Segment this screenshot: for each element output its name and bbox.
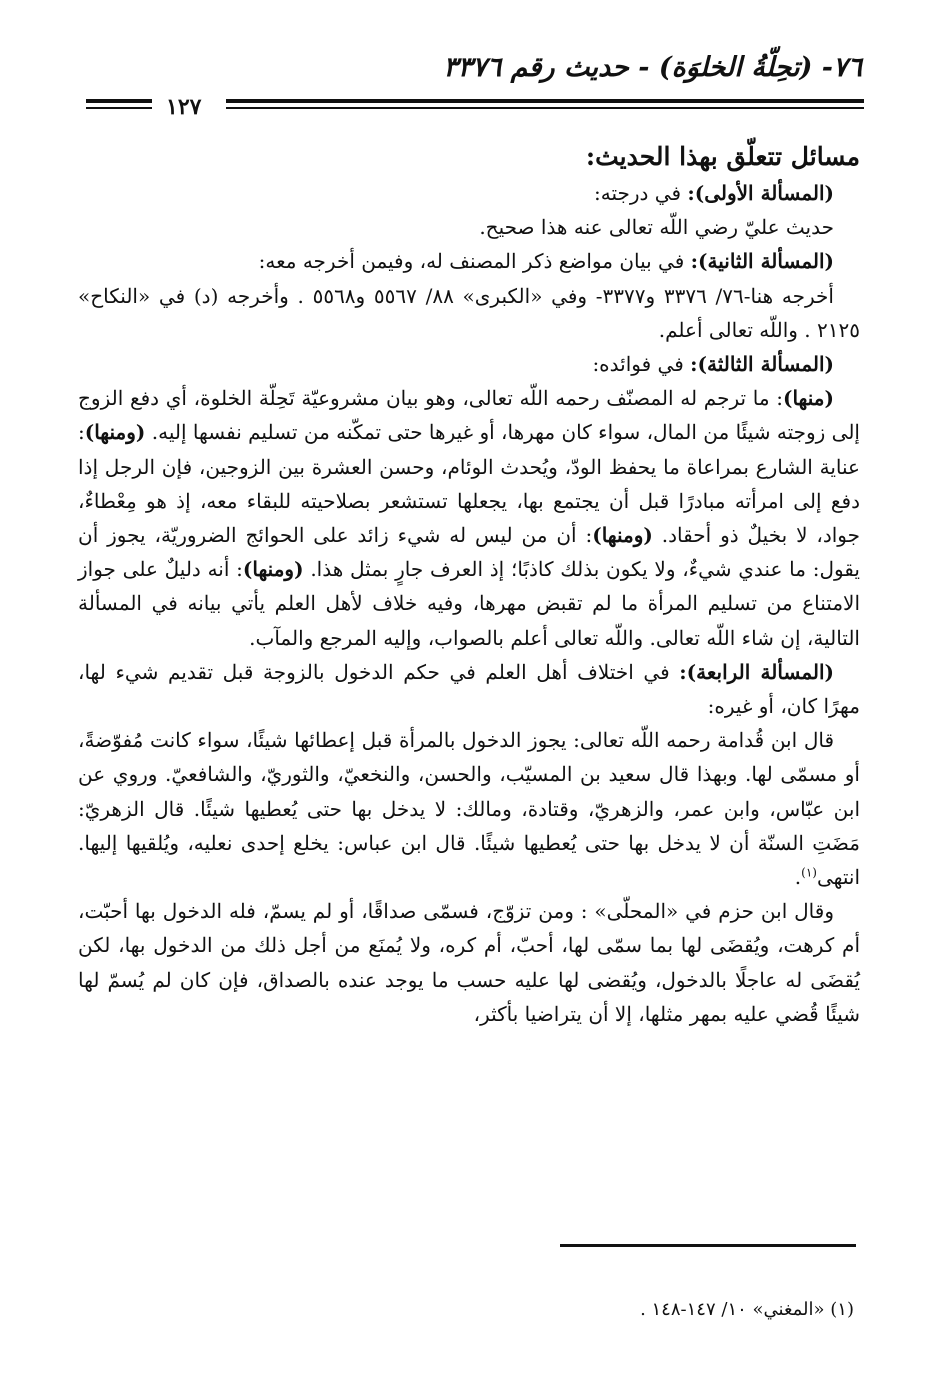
benefit-two-text: : عناية الشارع بمراعاة ما يحفظ الودّ، ويُحدث الوئام، وحسن العشرة بين الزوجين، فإن الرجل إذا دفع إلى امرأته مبادرًا قبل أن يجتمع بها، يجعلها تستشعر بصلاحيته للبقاء معه، إذ هو مِعْطاءٌ، جواد، لا بخيلٌ ذو أحقاد. bbox=[78, 420, 860, 548]
issue-one-label: (المسألة الأولى): bbox=[687, 181, 834, 205]
issue-three-intro: في فوائده: bbox=[592, 352, 691, 377]
benefit-three-text: : أن من ليس له شيء زائد على الحوائج الضروريّة، يجوز أن يقول: ما عندي شيءٌ، ولا يكون بذلك كاذبًا؛ إذ العرف جارٍ بمثل هذا. bbox=[78, 523, 860, 582]
header-rule-left-thin bbox=[86, 107, 152, 109]
benefit-one-label: (منها) bbox=[783, 386, 834, 411]
running-header-title: ٧٦- (تحِلّةُ الخلوَة) - حديث رقم ٣٣٧٦ bbox=[443, 52, 862, 83]
header-rule-right-thin bbox=[226, 107, 864, 109]
footnote: (١) «المغني» ١٠/ ١٤٧-١٤٨ . bbox=[640, 1299, 854, 1320]
benefit-four-text: : أنه دليلٌ على جواز الامتناع من تسليم المرأة ما لم تقبض مهرها، وفيه خلاف لأهل العلم يأتي بيانه في المسألة التالية، إن شاء اللّه تعالى. واللّه تعالى أعلم بالصواب، وإليه المرجع والمآب. bbox=[78, 557, 860, 650]
benefit-two-label: (ومنها) bbox=[84, 420, 146, 445]
benefit-three-label: (ومنها) bbox=[592, 523, 653, 548]
ibn-qudama-end: . bbox=[794, 865, 802, 890]
section-heading: مسائل تتعلّق بهذا الحديث: bbox=[585, 142, 860, 171]
ibn-qudama-text: قال ابن قُدامة رحمه اللّه تعالى: يجوز الدخول بالمرأة قبل إعطائها شيئًا، سواء كانت مُفوّضةً، أو مسمّى لها. وبهذا قال سعيد بن المسيّب، والحسن، والنخعيّ، والثوريّ، والشافعيّ. وروي عن ابن عبّاس، وابن عمر، والزهريّ، وقتادة، ومالك: لا يدخل بها حتى يُعطيها شيئًا. قال الزهريّ: مَضَتِ السنّة أن لا يدخل بها حتى يُعطيها شيئًا. قال ابن عباس: يخلع إحدى نعليه، ويُلقيها إليها. انتهى bbox=[78, 728, 860, 890]
ibn-qudama-paragraph bbox=[78, 723, 860, 894]
issue-one-intro: في درجته: bbox=[594, 181, 688, 205]
issue-one-text: حديث عليّ رضي اللّه تعالى عنه هذا صحيح. bbox=[479, 215, 834, 240]
page-number: ١٢٧ bbox=[166, 94, 202, 120]
main-text bbox=[78, 138, 860, 1031]
issue-three-label: (المسألة الثالثة): bbox=[690, 352, 834, 377]
header-rule-right bbox=[226, 99, 864, 103]
issue-four-intro: في اختلاف أهل العلم في حكم الدخول بالزوجة قبل تقديم شيء لها، مهرًا كان، أو غيره: bbox=[78, 659, 860, 719]
issue-two-intro: في بيان مواضع ذكر المصنف له، وفيمن أخرجه معه: bbox=[258, 249, 691, 274]
issue-three-text bbox=[78, 381, 860, 655]
header-rule-left bbox=[86, 99, 152, 103]
footnote-rule bbox=[560, 1244, 856, 1247]
issue-four-title bbox=[78, 655, 860, 723]
issue-two-label: (المسألة الثانية): bbox=[690, 249, 834, 274]
issue-two-title bbox=[78, 244, 860, 278]
footnote-ref[interactable]: (١) bbox=[801, 865, 817, 880]
issue-three-title bbox=[78, 347, 860, 381]
issue-one-title bbox=[78, 176, 860, 210]
issue-two-text: أخرجه هنا-٧٦/ ٣٣٧٦ و٣٣٧٧- وفي «الكبرى» ٨٨/ ٥٥٦٧ و٥٥٦٨ . وأخرجه (د) في «النكاح» ٢١٢٥ . واللّه تعالى أعلم. bbox=[78, 283, 860, 342]
benefit-one-text: : ما ترجم له المصنّف رحمه اللّه تعالى، وهو بيان مشروعيّة تَحِلّة الخلوة، أي دفع الزوج إلى زوجته شيئًا من المال، سواء كان مهرها، أو غيرها حتى تمكّنه من تسليم نفسها إليه. bbox=[78, 386, 860, 445]
ibn-hazm-paragraph: وقال ابن حزم في «المحلّى» : ومن تزوّج، فسمّى صداقًا، أو لم يسمّ، فله الدخول بها أحبّت، أم كرهت، ويُقضَى لها بما سمّى لها، أحبّ، أم كره، ولا يُمنَع من أجل ذلك من الدخول بها، لكن يُقضَى له عاجلًا بالدخول، ويُقضى لها عليه حسب ما يوجد عنده بالصداق، فإن كان لم يُسمّ لها شيئًا قُضي عليه بمهر مثلها، إلا أن يتراضيا بأكثر، bbox=[78, 899, 860, 1026]
benefit-four-label: (ومنها) bbox=[242, 557, 304, 582]
issue-four-label: (المسألة الرابعة): bbox=[679, 659, 834, 684]
